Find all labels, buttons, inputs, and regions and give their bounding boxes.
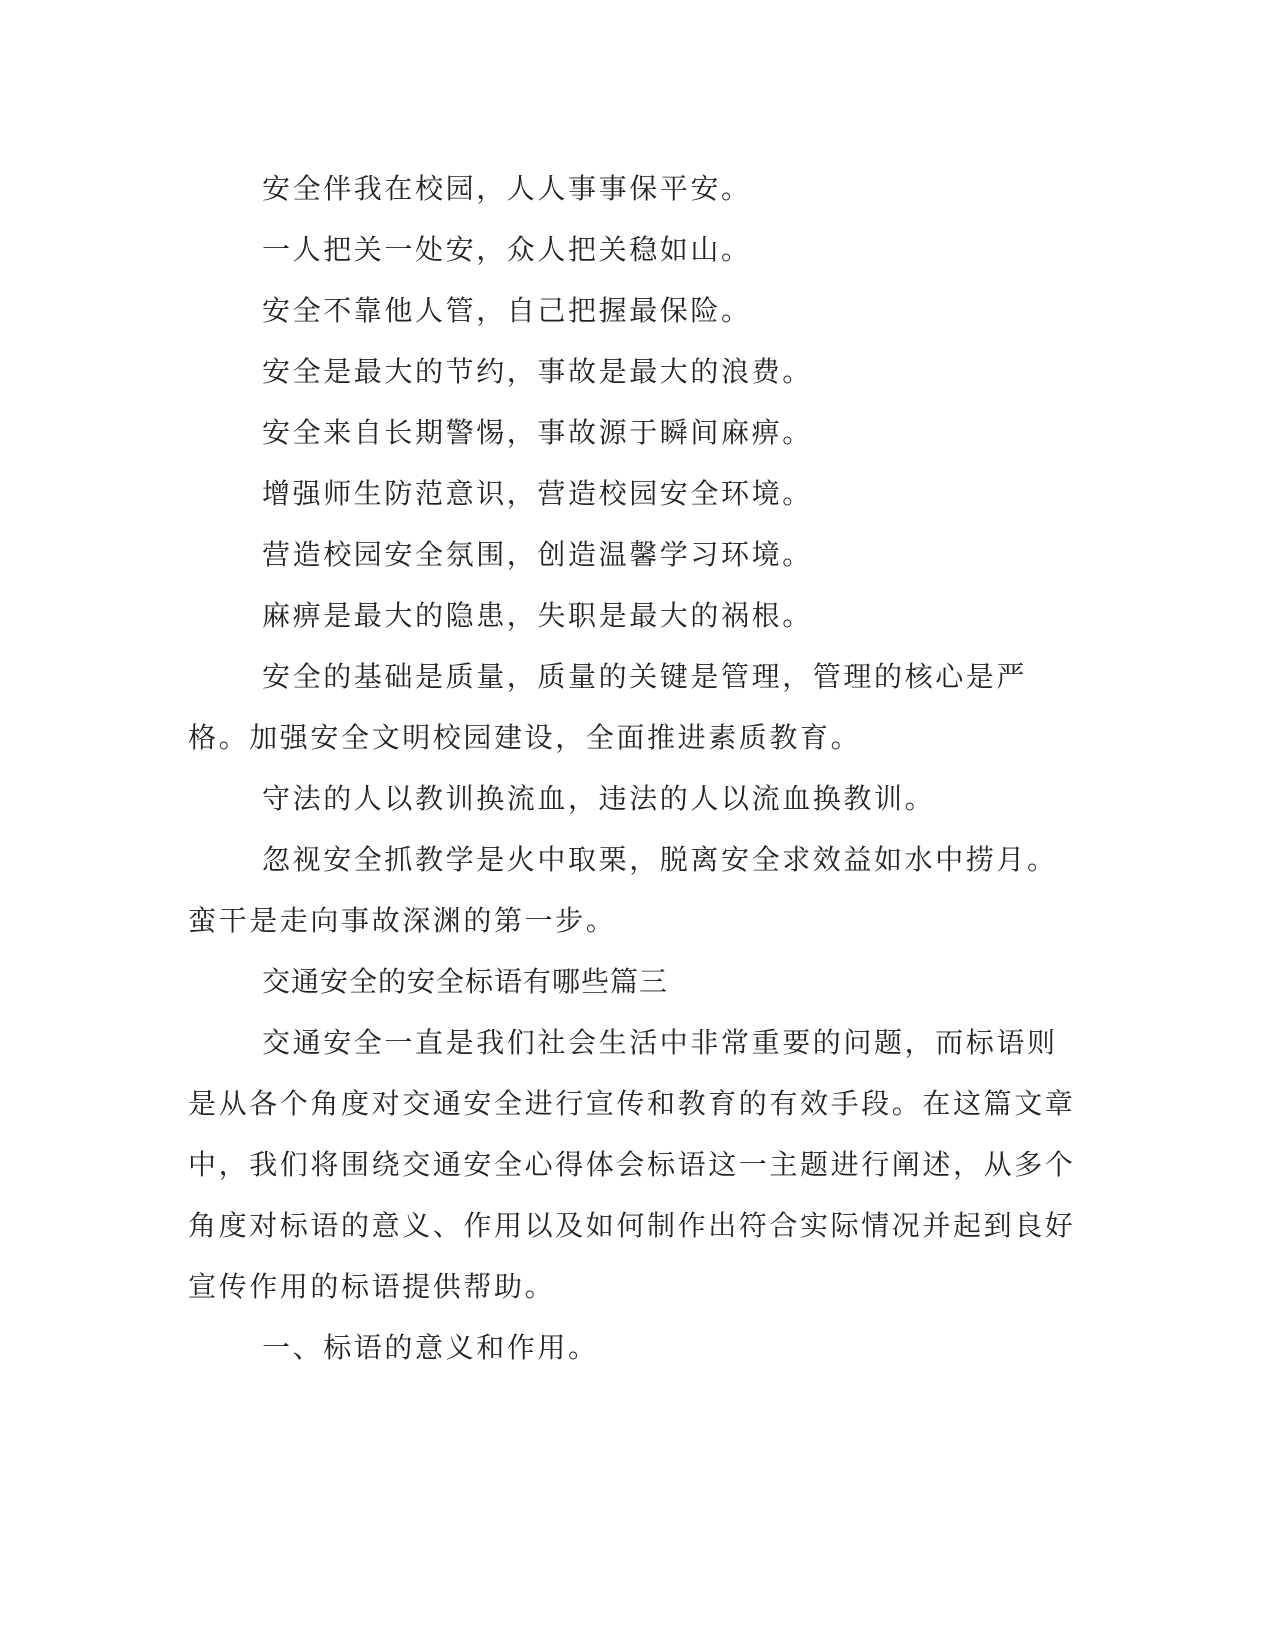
slogan-paragraph: 安全不靠他人管，自己把握最保险。: [262, 294, 752, 327]
slogan-paragraph: 安全的基础是质量，质量的关键是管理，管理的核心是严格。加强安全文明校园建设，全面推进素质教育。: [188, 660, 1028, 754]
slogan-paragraph: 忽视安全抓教学是火中取栗，脱离安全求效益如水中捞月。蛮干是走向事故深渊的第一步。: [188, 843, 1058, 937]
slogan-paragraph: 一人把关一处安，众人把关稳如山。: [262, 233, 752, 266]
slogan-paragraph: 安全来自长期警惕，事故源于瞬间麻痹。: [262, 416, 813, 449]
body-paragraph: 交通安全一直是我们社会生活中非常重要的问题，而标语则是从各个角度对交通安全进行宣传和教育的有效手段。在这篇文章中，我们将围绕交通安全心得体会标语这一主题进行阐述，从多个角度对标语的意义、作用以及如何制作出符合实际情况并起到良好宣传作用的标语提供帮助。: [188, 1026, 1076, 1303]
slogan-paragraph: 增强师生防范意识，营造校园安全环境。: [262, 477, 813, 510]
slogan-paragraph: 守法的人以教训换流血，违法的人以流血换教训。: [262, 782, 936, 815]
section-heading: 交通安全的安全标语有哪些篇三: [262, 965, 669, 998]
subsection-heading: 一、标语的意义和作用。: [262, 1331, 599, 1364]
slogan-paragraph: 安全是最大的节约，事故是最大的浪费。: [262, 355, 813, 388]
document-body: [188, 158, 1088, 1378]
slogan-paragraph: 安全伴我在校园，人人事事保平安。: [262, 172, 752, 205]
slogan-paragraph: 营造校园安全氛围，创造温馨学习环境。: [262, 538, 813, 571]
slogan-paragraph: 麻痹是最大的隐患，失职是最大的祸根。: [262, 599, 813, 632]
